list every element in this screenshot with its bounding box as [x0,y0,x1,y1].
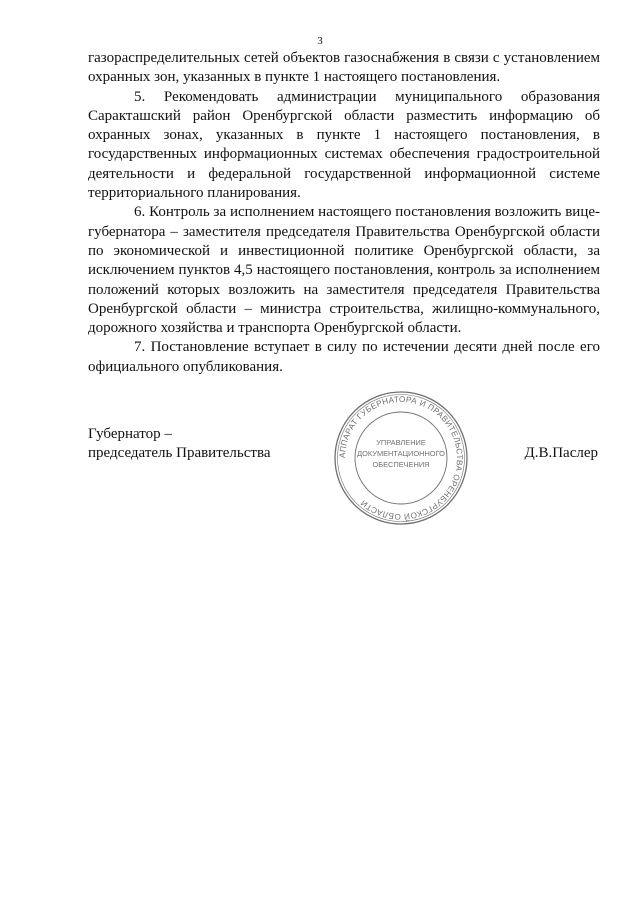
stamp-center-line-2: ДОКУМЕНТАЦИОННОГО [357,449,445,458]
stamp-inner-ring [355,412,447,504]
paragraph-item-7: 7. Постановление вступает в силу по истечении десяти дней после его официального опубликования. [88,339,600,375]
signature-position [88,425,271,463]
paragraph-continuation: газораспределительных сетей объектов газоснабжения в связи с установлением охранных зон, указанных в пункте 1 настоящего постановления. [88,50,600,86]
official-stamp [331,388,471,528]
page-number: 3 [317,35,323,47]
signer-name: Д.В.Паслер [524,445,598,461]
signature-position-line-1: Губернатор – [88,426,172,442]
stamp-center-line-3: ОБЕСПЕЧЕНИЯ [372,460,430,469]
stamp-ring-text-path: АППАРАТ ГУБЕРНАТОРА И ПРАВИТЕЛЬСТВА ОРЕНБУРГСКОЙ ОБЛАСТИ [337,394,465,522]
paragraph-item-6: 6. Контроль за исполнением настоящего постановления возложить вице-губернатора – заместителя председателя Правительства Оренбургской области по экономической и инвестиционной политике Оренбургской области, за исключением пунктов 4,5 настоящего постановления, контроль за исполнением положений которых возложить на заместителя председателя Правительства Оренбургской области – министра строительства, жилищно-коммунального, дорожного хозяйства и транспорта Оренбургской области. [88,204,600,337]
paragraph-item-5: 5. Рекомендовать администрации муниципального образования Саракташский район Оренбургской области разместить информацию об охранных зонах, указанных в пункте 1 настоящего постановления, в государственных информационных системах обеспечения градостроительной деятельности и федеральной государственной информационной системе территориального планирования. [88,88,600,202]
document-body [88,49,600,377]
signature-position-line-2: председатель Правительства [88,445,271,461]
stamp-center-line-1: УПРАВЛЕНИЕ [376,438,426,447]
